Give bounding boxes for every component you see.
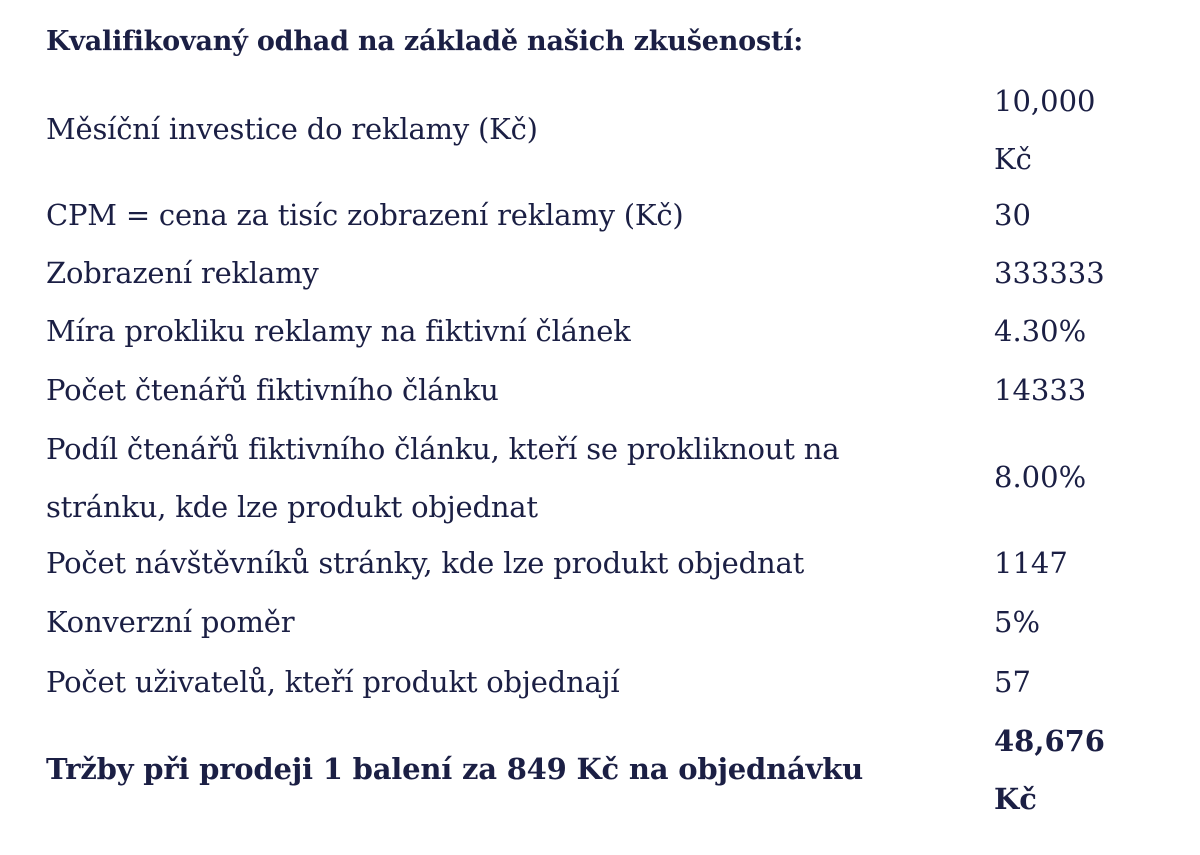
row-value-ordering-users: 57 <box>994 665 1031 699</box>
row-value-revenue: 48,676 Kč <box>994 724 1105 816</box>
row-value-monthly-investment: 10,000 Kč <box>994 84 1096 176</box>
row-label-conversion-rate: Konverzní poměr <box>46 605 295 639</box>
row-label-ctr: Míra prokliku reklamy na fiktivní článek <box>46 314 631 348</box>
row-value-conversion-rate: 5% <box>994 605 1041 639</box>
table-title: Kvalifikovaný odhad na základě našich zkušeností: <box>46 26 804 57</box>
row-label-monthly-investment: Měsíční investice do reklamy (Kč) <box>46 112 538 146</box>
row-value-page-visitors: 1147 <box>994 546 1068 580</box>
row-label-impressions: Zobrazení reklamy <box>46 256 319 290</box>
row-label-readers-share: Podíl čtenářů fiktivního článku, kteří se prokliknout na stránku, kde lze produkt objednat <box>46 432 840 524</box>
row-value-impressions: 333333 <box>994 256 1105 290</box>
row-value-ctr: 4.30% <box>994 314 1087 348</box>
row-value-readers-share: 8.00% <box>994 460 1087 494</box>
row-label-article-readers: Počet čtenářů fiktivního článku <box>46 373 499 407</box>
row-value-article-readers: 14333 <box>994 373 1087 407</box>
row-label-ordering-users: Počet uživatelů, kteří produkt objednají <box>46 665 620 699</box>
row-label-revenue: Tržby při prodeji 1 balení za 849 Kč na objednávku <box>46 752 864 786</box>
row-label-cpm: CPM = cena za tisíc zobrazení reklamy (Kč) <box>46 198 684 232</box>
row-value-cpm: 30 <box>994 198 1031 232</box>
row-label-page-visitors: Počet návštěvníků stránky, kde lze produkt objednat <box>46 546 805 580</box>
